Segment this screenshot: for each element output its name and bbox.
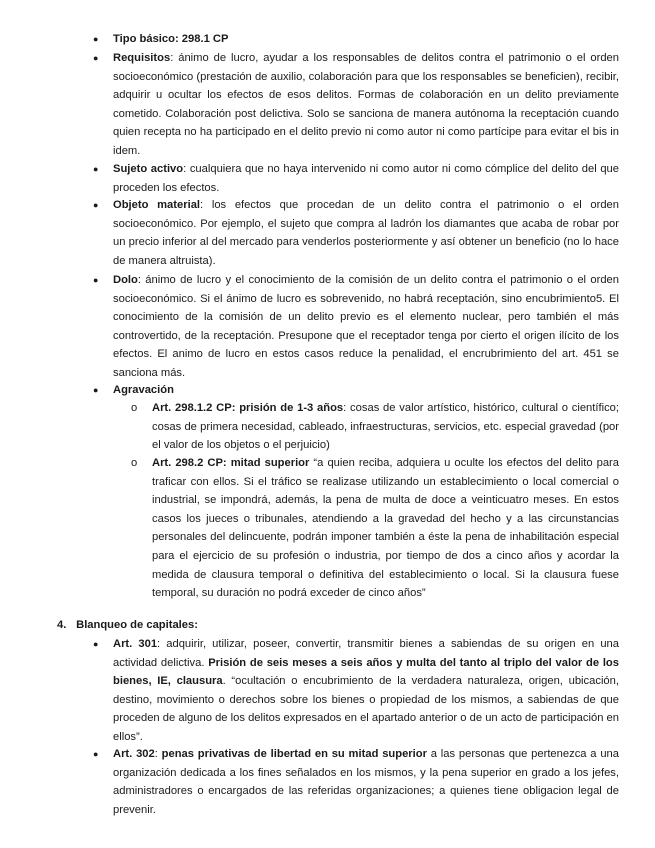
- bullet-disc: ●: [93, 385, 99, 395]
- sub-bullet-art-298-1-2: [131, 399, 620, 455]
- bullet-requisitos: [93, 49, 619, 161]
- item-bold-text: Prisión de seis meses a seis años y multa del tanto al triplo del valor de los bienes, IE, clausura: [113, 656, 619, 688]
- bullet-circle: o: [131, 402, 138, 414]
- item-text: : adquirir, utilizar, poseer, convertir, transmitir bienes a sabiendas de su origen en una actividad delictiva.: [113, 638, 619, 669]
- item-text: : ánimo de lucro, ayudar a los responsables de delitos contra el patrimonio o el orden socioeconómico (prestación de auxilio, colaboración para que los responsables se beneficien), recibir, adquirir u ocultar los efectos de esos delitos. Formas de colaboración en un delito previamente cometido. Colaboración post delictiva. Solo se sanciona de manera autónoma la receptación cuando quien recepta no ha participado en el delito previo ni como autor ni como partícipe para evitar el bis in idem.: [113, 52, 619, 157]
- bullet-disc: ●: [93, 200, 99, 210]
- bullet-art-301: [93, 635, 619, 747]
- bullet-disc: ●: [93, 749, 99, 759]
- item-text: “a quien reciba, adquiera u oculte los efectos del delito para traficar con ellos. Si el tráfico se realizase utilizando un establecimiento o local comercial o industrial, se impondrá, además, la pena de multa de doce a veinticuatro meses. En estos casos los jueces o tribunales, atendiendo a la gravedad del hecho y a las circunstancias personales del delincuente, podrán imponer también a éste la pena de inhabilitación especial para el ejercicio de su profesión o industria, por tiempo de dos a cinco años y acordar la medida de clausura temporal o definitiva del establecimiento o local. Si la clausura fuese temporal, su duración no podrá exceder de cinco años”: [152, 457, 619, 600]
- bullet-disc: ●: [93, 34, 99, 44]
- item-text: : cualquiera que no haya intervenido ni como autor ni como cómplice del delito del que proceden los efectos.: [113, 163, 619, 194]
- item-label: Sujeto activo: [113, 163, 184, 175]
- item-label: Tipo básico: 298.1 CP: [113, 33, 229, 45]
- bullet-art-302: [93, 745, 619, 819]
- bullet-disc: ●: [93, 164, 99, 174]
- bullet-disc: ●: [93, 275, 99, 285]
- bullet-disc: ●: [93, 639, 99, 649]
- item-label: Objeto material: [113, 199, 201, 211]
- item-text: : los efectos que procedan de un delito contra el patrimonio o el orden socioeconómico. Por ejemplo, el sujeto que compra al ladrón los diamantes que acaba de robar por un precio inferior al del mercado para venderlos posteriormente y así obtener un beneficio (no lo hace de manera altruista).: [113, 199, 619, 267]
- bullet-dolo: [93, 271, 619, 383]
- bullet-agravacion: [93, 381, 619, 400]
- sub-bullet-art-298-2: [131, 454, 619, 603]
- section-title: Blanqueo de capitales:: [76, 619, 198, 631]
- section-heading-blanqueo: [57, 616, 198, 635]
- item-separator: :: [154, 748, 162, 760]
- item-label: Art. 298.2 CP: mitad superior: [152, 457, 310, 469]
- item-text: . “ocultación o encubrimiento de la verdadera naturaleza, origen, ubicación, destino, movimiento o derechos sobre los bienes o propiedad de los mismos, a sabiendas de que proceden de alguno de los delitos expresados en el apartado anterior o de un acto de participación en ellos”.: [113, 675, 619, 743]
- item-label: Requisitos: [113, 52, 171, 64]
- item-label: Agravación: [113, 384, 174, 396]
- item-text: a las personas que pertenezca a una organización dedicada a los fines señalados en los mismos, y la pena superior en grado a los jefes, administradores o encargados de las referidas organizaciones; a quienes tiene obligacion legal de prevenir.: [113, 748, 619, 816]
- bullet-disc: ●: [93, 53, 99, 63]
- section-number: 4.: [57, 619, 67, 631]
- item-label: Dolo: [113, 274, 138, 286]
- item-text: : cosas de valor artístico, histórico, cultural o científico; cosas de primera necesidad, cableado, infraestructuras, servicios, etc. especial gravedad (por el valor de los objetos o el perjuicio): [152, 402, 620, 452]
- bullet-objeto-material: [93, 196, 619, 270]
- item-text: : ánimo de lucro y el conocimiento de la comisión de un delito contra el patrimonio o el orden socioeconómico. Si el ánimo de lucro es sobrevenido, no habrá receptación, sino encubrimiento5. El conocimiento de la comisión de un delito previo es el elemento nuclear, pero también el más controvertido, de la receptación. Presupone que el receptador tenga por cierto el origen ilícito de los efectos. El animo de lucro en estos casos reduce la penalidad, el encrubrimiento del art. 451 se sanciona más.: [113, 274, 619, 379]
- bullet-sujeto-activo: [93, 160, 619, 197]
- bullet-tipo-basico: [93, 30, 619, 49]
- bullet-circle: o: [131, 457, 138, 469]
- item-bold-text: penas privativas de libertad en su mitad superior: [161, 748, 427, 760]
- item-label: Art. 301: [113, 638, 158, 650]
- item-label: Art. 298.1.2 CP: prisión de 1-3 años: [152, 402, 344, 414]
- item-label: Art. 302: [113, 748, 155, 760]
